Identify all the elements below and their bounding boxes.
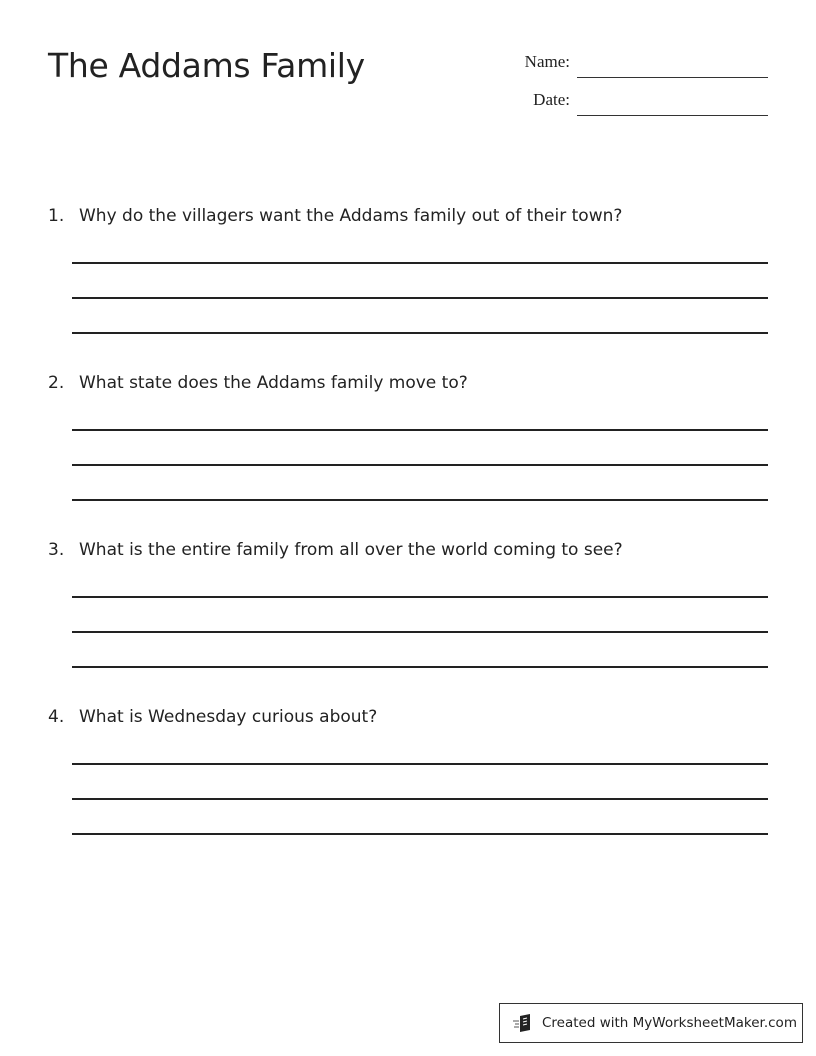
- question-text: Why do the villagers want the Addams family out of their town?: [79, 206, 623, 226]
- answer-line[interactable]: [72, 666, 768, 668]
- question-4: [48, 707, 768, 837]
- answer-line[interactable]: [72, 596, 768, 598]
- answer-line[interactable]: [72, 464, 768, 466]
- question-text: What is Wednesday curious about?: [79, 707, 378, 727]
- question-number: 2.: [48, 373, 65, 393]
- question-2: [48, 373, 768, 503]
- answer-line[interactable]: [72, 297, 768, 299]
- date-input-line[interactable]: [577, 115, 768, 116]
- question-number: 1.: [48, 206, 65, 226]
- answer-line[interactable]: [72, 332, 768, 334]
- worksheet-title: The Addams Family: [48, 46, 365, 85]
- question-number: 4.: [48, 707, 65, 727]
- answer-line[interactable]: [72, 262, 768, 264]
- answer-line[interactable]: [72, 798, 768, 800]
- date-field[interactable]: [480, 92, 768, 116]
- footer-text: Created with MyWorksheetMaker.com: [542, 1015, 797, 1031]
- question-text: What is the entire family from all over the world coming to see?: [79, 540, 623, 560]
- answer-line[interactable]: [72, 499, 768, 501]
- date-label: Date:: [533, 90, 570, 109]
- question-number: 3.: [48, 540, 65, 560]
- name-label: Name:: [524, 52, 570, 71]
- answer-line[interactable]: [72, 833, 768, 835]
- worksheet-logo-icon: [512, 1013, 534, 1033]
- answer-line[interactable]: [72, 763, 768, 765]
- name-input-line[interactable]: [577, 77, 768, 78]
- question-1: [48, 206, 768, 336]
- footer-credit[interactable]: [499, 1003, 803, 1043]
- question-text: What state does the Addams family move to?: [79, 373, 468, 393]
- name-field[interactable]: [480, 54, 768, 78]
- answer-line[interactable]: [72, 631, 768, 633]
- answer-line[interactable]: [72, 429, 768, 431]
- question-3: [48, 540, 768, 670]
